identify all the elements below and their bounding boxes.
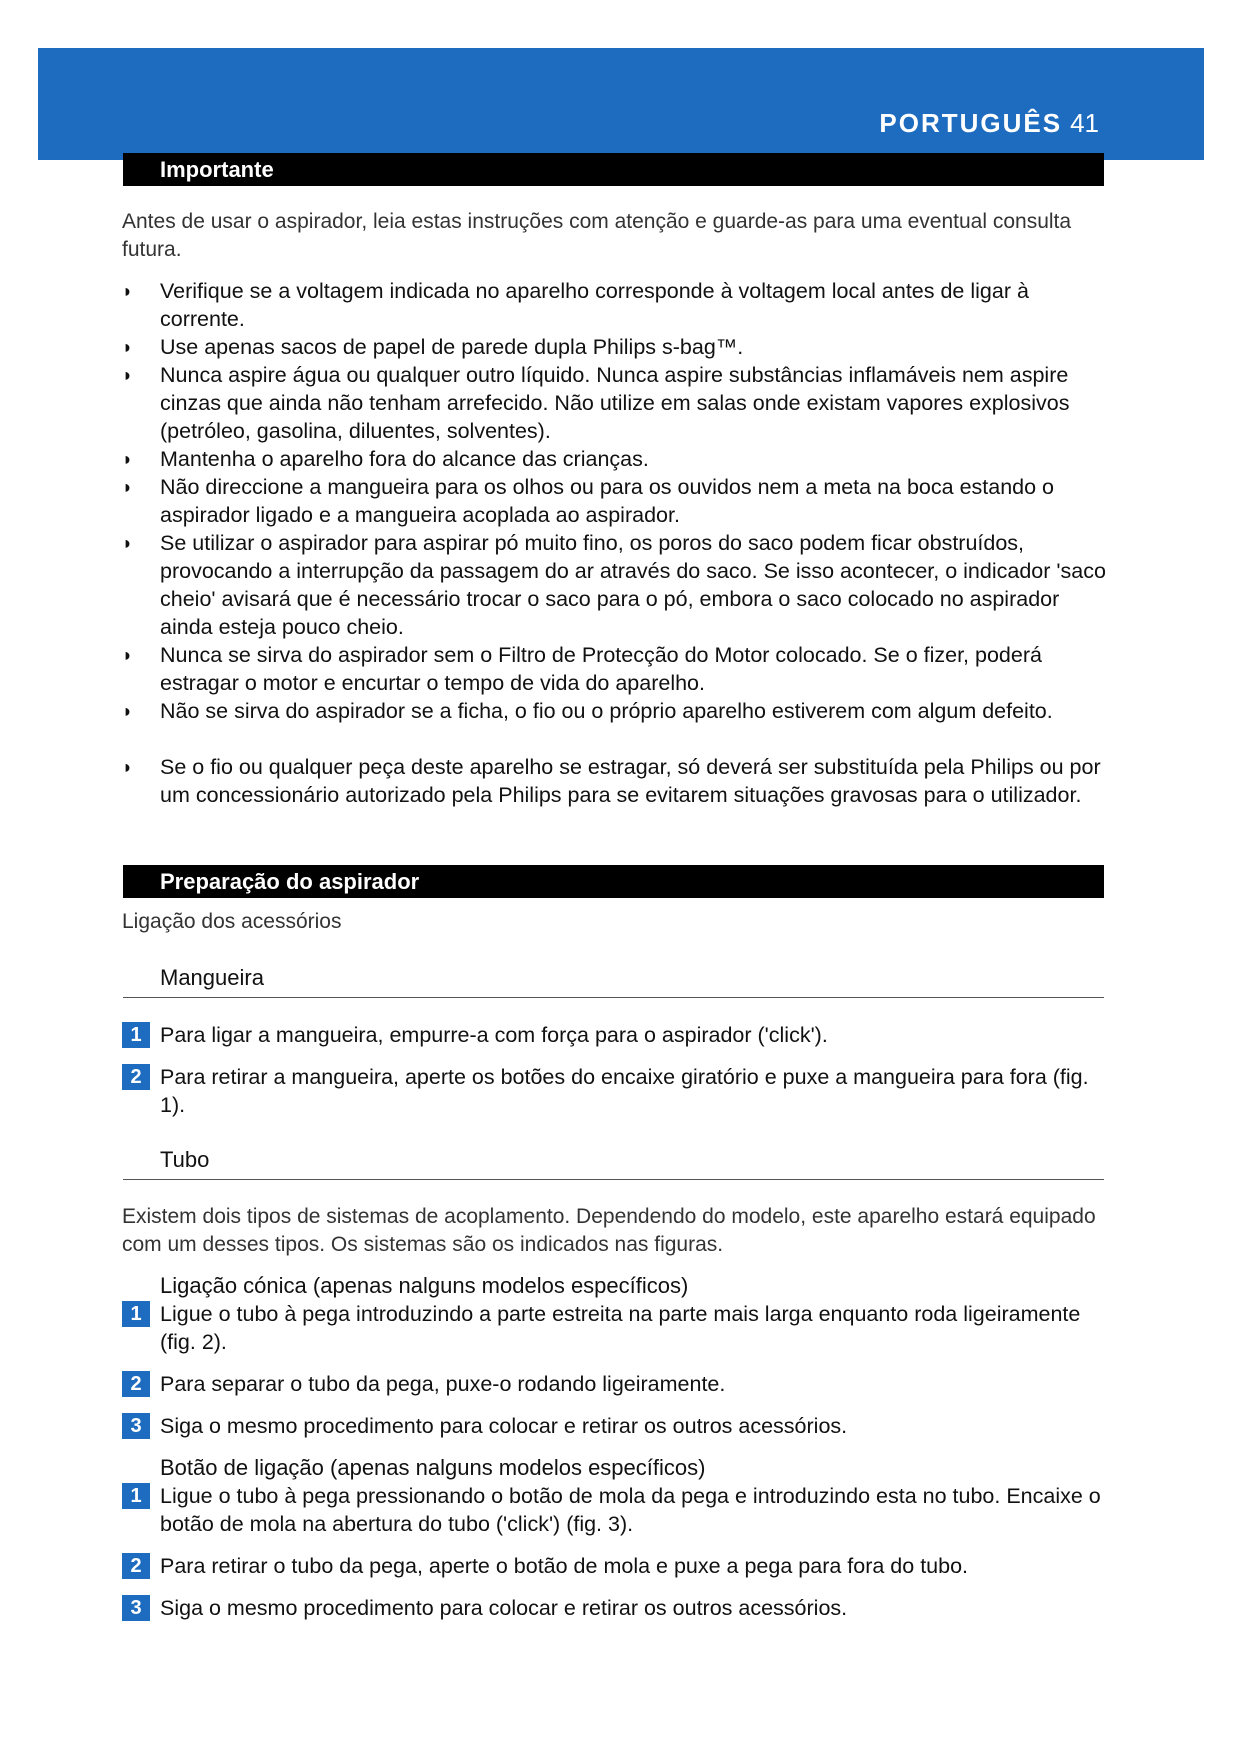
bullet-icon: ◗ [122, 337, 133, 357]
step-number: 3 [122, 1413, 150, 1439]
step-item: 3 Siga o mesmo procedimento para colocar e retirar os outros acessórios. [122, 1594, 1112, 1622]
language-label: PORTUGUÊS [879, 108, 1063, 138]
step-number: 2 [122, 1371, 150, 1397]
tube-heading: Tubo [160, 1147, 210, 1172]
bullet-icon: ◗ [122, 477, 133, 497]
step-item: 3 Siga o mesmo procedimento para colocar e retirar os outros acessórios. [122, 1412, 1112, 1440]
bullet-icon: ◗ [122, 281, 133, 301]
step-number: 3 [122, 1595, 150, 1621]
bullet-item: ◗ Mantenha o aparelho fora do alcance das crianças. [122, 447, 649, 471]
divider [123, 1179, 1104, 1180]
bullet-item: ◗ Nunca aspire água ou qualquer outro líquido. Nunca aspire substâncias inflamáveis nem aspire cinzas que ainda não tenham arrefecido. Não utilize em salas onde existam vapores explosivos (petróleo, gasolina, diluentes, solventes). [122, 363, 1070, 443]
conical-heading: Ligação cónica (apenas nalguns modelos específicos) [160, 1273, 689, 1298]
bullet-icon: ◗ [122, 701, 133, 721]
bullet-item: ◗ Não se sirva do aspirador se a ficha, o fio ou o próprio aparelho estiverem com algum defeito. [122, 699, 1053, 723]
bullet-icon: ◗ [122, 449, 133, 469]
step-number: 1 [122, 1301, 150, 1327]
bullet-icon: ◗ [122, 533, 133, 553]
divider [123, 997, 1104, 998]
button-heading: Botão de ligação (apenas nalguns modelos específicos) [160, 1455, 706, 1480]
hose-heading: Mangueira [160, 965, 264, 990]
bullet-item: ◗ Verifique se a voltagem indicada no aparelho corresponde à voltagem local antes de ligar à corrente. [122, 279, 1029, 331]
bullet-item: ◗ Use apenas sacos de papel de parede dupla Philips s-bag™. [122, 335, 744, 359]
section-title-importante: Importante [123, 153, 1104, 186]
bullet-icon: ◗ [122, 757, 133, 777]
step-number: 1 [122, 1483, 150, 1509]
tube-intro: Existem dois tipos de sistemas de acoplamento. Dependendo do modelo, este aparelho estará equipado com um desses tipos. Os sistemas são os indicados nas figuras. [122, 1205, 1096, 1256]
bullet-item: ◗ Se utilizar o aspirador para aspirar pó muito fino, os poros do saco podem ficar obstruídos, provocando a interrupção da passagem do ar através do saco. Se isso acontecer, o indicador 'saco cheio' avisará que é necessário trocar o saco para o pó, embora o saco colocado no aspirador ainda esteja pouco cheio. [122, 531, 1106, 639]
bullet-icon: ◗ [122, 645, 133, 665]
section-title-preparacao: Preparação do aspirador [123, 865, 1104, 898]
header-band [38, 48, 1204, 160]
section-subtitle: Ligação dos acessórios [122, 910, 342, 933]
step-item: 2 Para retirar o tubo da pega, aperte o botão de mola e puxe a pega para fora do tubo. [122, 1552, 1112, 1580]
step-number: 2 [122, 1553, 150, 1579]
step-item: 2 Para retirar a mangueira, aperte os botões do encaixe giratório e puxe a mangueira para fora (fig. 1). [122, 1063, 1112, 1119]
page-number: 41 [1070, 108, 1099, 138]
bullet-item: ◗ Se o fio ou qualquer peça deste aparelho se estragar, só deverá ser substituída pela Philips ou por um concessionário autorizado pela Philips para se evitarem situações gravosas para o utilizador. [122, 755, 1101, 807]
step-number: 1 [122, 1022, 150, 1048]
step-item: 1 Ligue o tubo à pega pressionando o botão de mola da pega e introduzindo esta no tubo. Encaixe o botão de mola na abertura do tubo ('click') (fig. 3). [122, 1482, 1112, 1538]
bullet-item: ◗ Não direccione a mangueira para os olhos ou para os ouvidos nem a meta na boca estando o aspirador ligado e a mangueira acoplada ao aspirador. [122, 475, 1055, 527]
step-item: 2 Para separar o tubo da pega, puxe-o rodando ligeiramente. [122, 1370, 1112, 1398]
header-language [879, 108, 1099, 139]
step-number: 2 [122, 1064, 150, 1090]
bullet-icon: ◗ [122, 365, 133, 385]
step-item: 1 Para ligar a mangueira, empurre-a com força para o aspirador ('click'). [122, 1021, 1112, 1049]
bullet-item: ◗ Nunca se sirva do aspirador sem o Filtro de Protecção do Motor colocado. Se o fizer, poderá estragar o motor e encurtar o tempo de vida do aparelho. [122, 643, 1042, 695]
intro-paragraph: Antes de usar o aspirador, leia estas instruções com atenção e guarde-as para uma eventual consulta futura. [122, 210, 1072, 261]
step-item: 1 Ligue o tubo à pega introduzindo a parte estreita na parte mais larga enquanto roda ligeiramente (fig. 2). [122, 1300, 1112, 1356]
